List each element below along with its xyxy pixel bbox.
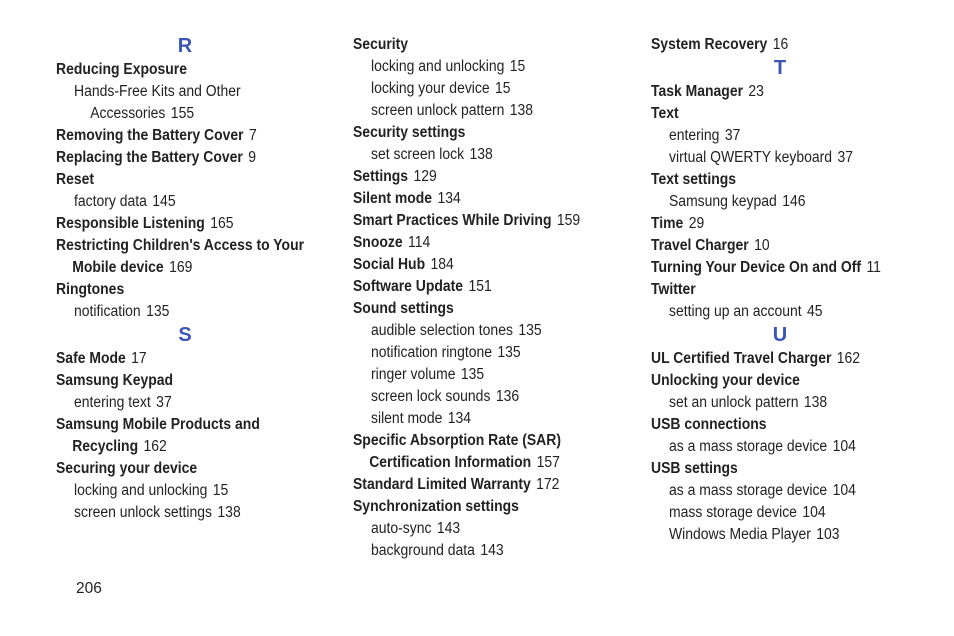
- index-entry: [353, 210, 614, 232]
- index-subentry: [56, 103, 317, 125]
- index-entry: [56, 370, 317, 392]
- page-reference: 143: [436, 520, 461, 537]
- index-subentry: [353, 144, 614, 166]
- subentry-term: Accessories: [90, 105, 166, 122]
- index-entry: [353, 496, 614, 518]
- subentry-term: locking your device: [371, 80, 490, 97]
- index-subentry: [56, 81, 317, 103]
- section-letter: R: [177, 35, 193, 57]
- subentry-term: set screen lock: [371, 146, 465, 163]
- page-reference: 15: [509, 58, 526, 75]
- subentry-term: mass storage device: [669, 504, 797, 521]
- subentry-term: ringer volume: [371, 366, 456, 383]
- subentry-term: notification ringtone: [371, 344, 492, 361]
- page-reference: 151: [468, 278, 492, 295]
- subentry-term: background data: [371, 542, 475, 559]
- index-subentry: [353, 56, 614, 78]
- index-subentry: [651, 301, 912, 323]
- page-reference: 138: [509, 102, 534, 119]
- entry-term: Reset: [56, 171, 94, 188]
- page-reference: 169: [169, 259, 193, 276]
- subentry-term: setting up an account: [669, 303, 802, 320]
- page-reference: 138: [469, 146, 493, 163]
- page-reference: 138: [217, 504, 241, 521]
- page-reference: 146: [782, 193, 806, 210]
- index-subentry: [353, 320, 614, 342]
- entry-term: Removing the Battery Cover: [56, 127, 244, 144]
- page-reference: 135: [146, 303, 170, 320]
- index-entry: [56, 348, 317, 370]
- page-reference: 37: [837, 149, 853, 166]
- entry-term: Smart Practices While Driving: [353, 212, 552, 229]
- index-subentry: [353, 518, 614, 540]
- entry-term: Snooze: [353, 234, 403, 251]
- subentry-term: notification: [74, 303, 141, 320]
- entry-term: System Recovery: [651, 36, 768, 53]
- page-reference: 136: [495, 388, 520, 405]
- entry-term: Text settings: [651, 171, 737, 188]
- page-reference: 15: [212, 482, 229, 499]
- subentry-term: entering: [669, 127, 720, 144]
- entry-term: Restricting Children's Access to Your: [56, 237, 305, 254]
- index-subentry: [56, 502, 317, 524]
- index-entry: [353, 188, 614, 210]
- entry-term: Turning Your Device On and Off: [651, 259, 862, 276]
- index-entry: [651, 34, 912, 56]
- index-entry: [56, 213, 317, 235]
- index-entry: [56, 235, 317, 257]
- index-entry: [353, 298, 614, 320]
- section-letter: T: [773, 57, 787, 79]
- page-reference: 162: [143, 438, 167, 455]
- subentry-term: Samsung keypad: [669, 193, 777, 210]
- index-entry: [651, 414, 912, 436]
- index-subentry: [651, 480, 912, 502]
- page-reference: 165: [210, 215, 234, 232]
- index-entry: [56, 436, 317, 458]
- index-subentry: [56, 392, 317, 414]
- entry-term: Ringtones: [56, 281, 125, 298]
- subentry-term: as a mass storage device: [669, 482, 828, 499]
- page-reference: 45: [807, 303, 823, 320]
- entry-term: UL Certified Travel Charger: [651, 350, 832, 367]
- page-reference: 172: [536, 476, 560, 493]
- index-entry: [56, 414, 317, 436]
- entry-term: Task Manager: [651, 83, 744, 100]
- page-reference: 29: [688, 215, 705, 232]
- page-reference: 135: [518, 322, 542, 339]
- index-subentry: [651, 502, 912, 524]
- index-subentry: [353, 408, 614, 430]
- index-entry: [651, 279, 912, 301]
- entry-term: USB connections: [651, 416, 767, 433]
- page-reference: 104: [802, 504, 826, 521]
- entry-term: Samsung Keypad: [56, 372, 174, 389]
- entry-term: Responsible Listening: [56, 215, 205, 232]
- entry-term: Travel Charger: [651, 237, 749, 254]
- index-entry: [651, 257, 912, 279]
- index-entry: [56, 257, 317, 279]
- entry-term: Recycling: [72, 438, 139, 455]
- subentry-term: locking and unlocking: [74, 482, 208, 499]
- entry-term: Security settings: [353, 124, 466, 141]
- index-entry: [56, 125, 317, 147]
- entry-term: Mobile device: [72, 259, 164, 276]
- index-entry: [651, 235, 912, 257]
- index-subentry: [651, 147, 912, 169]
- entry-term: Samsung Mobile Products and: [56, 416, 260, 433]
- page-reference: 134: [437, 190, 461, 207]
- entry-term: Social Hub: [353, 256, 426, 273]
- index-entry: [56, 169, 317, 191]
- subentry-term: Hands-Free Kits and Other: [74, 83, 241, 100]
- entry-term: Specific Absorption Rate (SAR): [353, 432, 561, 449]
- entry-term: Time: [651, 215, 684, 232]
- page-reference: 37: [724, 127, 741, 144]
- index-entry: [56, 147, 317, 169]
- index-column-2: [353, 34, 643, 562]
- index-entry: [651, 169, 912, 191]
- page-reference: 11: [866, 259, 881, 276]
- entry-term: Safe Mode: [56, 350, 126, 367]
- index-entry: [353, 430, 614, 452]
- index-subentry: [651, 392, 912, 414]
- index-subentry: [56, 191, 317, 213]
- subentry-term: auto-sync: [371, 520, 432, 537]
- index-entry: [651, 348, 912, 370]
- index-subentry: [353, 364, 614, 386]
- entry-term: Unlocking your device: [651, 372, 800, 389]
- index-subentry: [651, 125, 912, 147]
- subentry-term: Windows Media Player: [669, 526, 811, 543]
- index-subentry: [651, 191, 912, 213]
- page-reference: 114: [408, 234, 431, 251]
- entry-term: Text: [651, 105, 679, 122]
- page-reference: 162: [836, 350, 861, 367]
- index-entry: [651, 103, 912, 125]
- index-entry: [353, 166, 614, 188]
- entry-term: Twitter: [651, 281, 696, 298]
- subentry-term: screen unlock pattern: [371, 102, 505, 119]
- index-entry: [651, 458, 912, 480]
- page-reference: 135: [460, 366, 485, 383]
- index-subentry: [353, 386, 614, 408]
- page-reference: 9: [248, 149, 256, 166]
- page-reference: 23: [748, 83, 764, 100]
- index-subentry: [56, 301, 317, 323]
- index-subentry: [56, 480, 317, 502]
- index-entry: [353, 452, 614, 474]
- page-reference: 10: [754, 237, 770, 254]
- index-entry: [651, 370, 912, 392]
- page-reference: 17: [131, 350, 147, 367]
- index-entry: [353, 34, 614, 56]
- page-reference: 135: [497, 344, 521, 361]
- subentry-term: screen lock sounds: [371, 388, 491, 405]
- section-letter: U: [772, 324, 788, 346]
- page-reference: 184: [430, 256, 454, 273]
- subentry-term: factory data: [74, 193, 147, 210]
- subentry-term: silent mode: [371, 410, 443, 427]
- page-reference: 37: [156, 394, 172, 411]
- entry-term: Sound settings: [353, 300, 454, 317]
- index-entry: [651, 81, 912, 103]
- index-subentry: [353, 78, 614, 100]
- subentry-term: audible selection tones: [371, 322, 513, 339]
- index-column-3: [651, 34, 941, 546]
- page-reference: 143: [480, 542, 504, 559]
- index-subentry: [651, 436, 912, 458]
- page-reference: 159: [556, 212, 581, 229]
- index-entry: [353, 276, 614, 298]
- entry-term: Security: [353, 36, 409, 53]
- index-subentry: [353, 342, 614, 364]
- entry-term: Software Update: [353, 278, 464, 295]
- page-reference: 157: [536, 454, 560, 471]
- index-entry: [56, 59, 317, 81]
- page-reference: 16: [772, 36, 789, 53]
- index-entry: [353, 254, 614, 276]
- index-subentry: [353, 540, 614, 562]
- subentry-term: entering text: [74, 394, 151, 411]
- page-number: 206: [76, 580, 102, 597]
- page-reference: 104: [832, 438, 856, 455]
- index-entry: [651, 213, 912, 235]
- index-entry: [353, 232, 614, 254]
- entry-term: Securing your device: [56, 460, 198, 477]
- index-entry: [56, 279, 317, 301]
- index-subentry: [353, 100, 614, 122]
- index-subentry: [651, 524, 912, 546]
- index-entry: [56, 458, 317, 480]
- entry-term: Synchronization settings: [353, 498, 519, 515]
- index-column-1: [56, 34, 346, 524]
- entry-term: Standard Limited Warranty: [353, 476, 531, 493]
- page-reference: 103: [816, 526, 840, 543]
- entry-term: Settings: [353, 168, 409, 185]
- entry-term: Replacing the Battery Cover: [56, 149, 243, 166]
- subentry-term: virtual QWERTY keyboard: [669, 149, 833, 166]
- page-reference: 134: [447, 410, 472, 427]
- page-reference: 104: [832, 482, 856, 499]
- section-letter: S: [178, 324, 192, 346]
- page-reference: 145: [152, 193, 176, 210]
- index-entry: [353, 122, 614, 144]
- subentry-term: as a mass storage device: [669, 438, 828, 455]
- subentry-term: screen unlock settings: [74, 504, 213, 521]
- entry-term: Certification Information: [369, 454, 532, 471]
- page-reference: 7: [249, 127, 257, 144]
- entry-term: Reducing Exposure: [56, 61, 188, 78]
- page-reference: 138: [803, 394, 828, 411]
- subentry-term: set an unlock pattern: [669, 394, 799, 411]
- index-entry: [353, 474, 614, 496]
- entry-term: USB settings: [651, 460, 738, 477]
- page-reference: 129: [413, 168, 437, 185]
- page-reference: 15: [495, 80, 511, 97]
- entry-term: Silent mode: [353, 190, 433, 207]
- page-reference: 155: [170, 105, 195, 122]
- subentry-term: locking and unlocking: [371, 58, 505, 75]
